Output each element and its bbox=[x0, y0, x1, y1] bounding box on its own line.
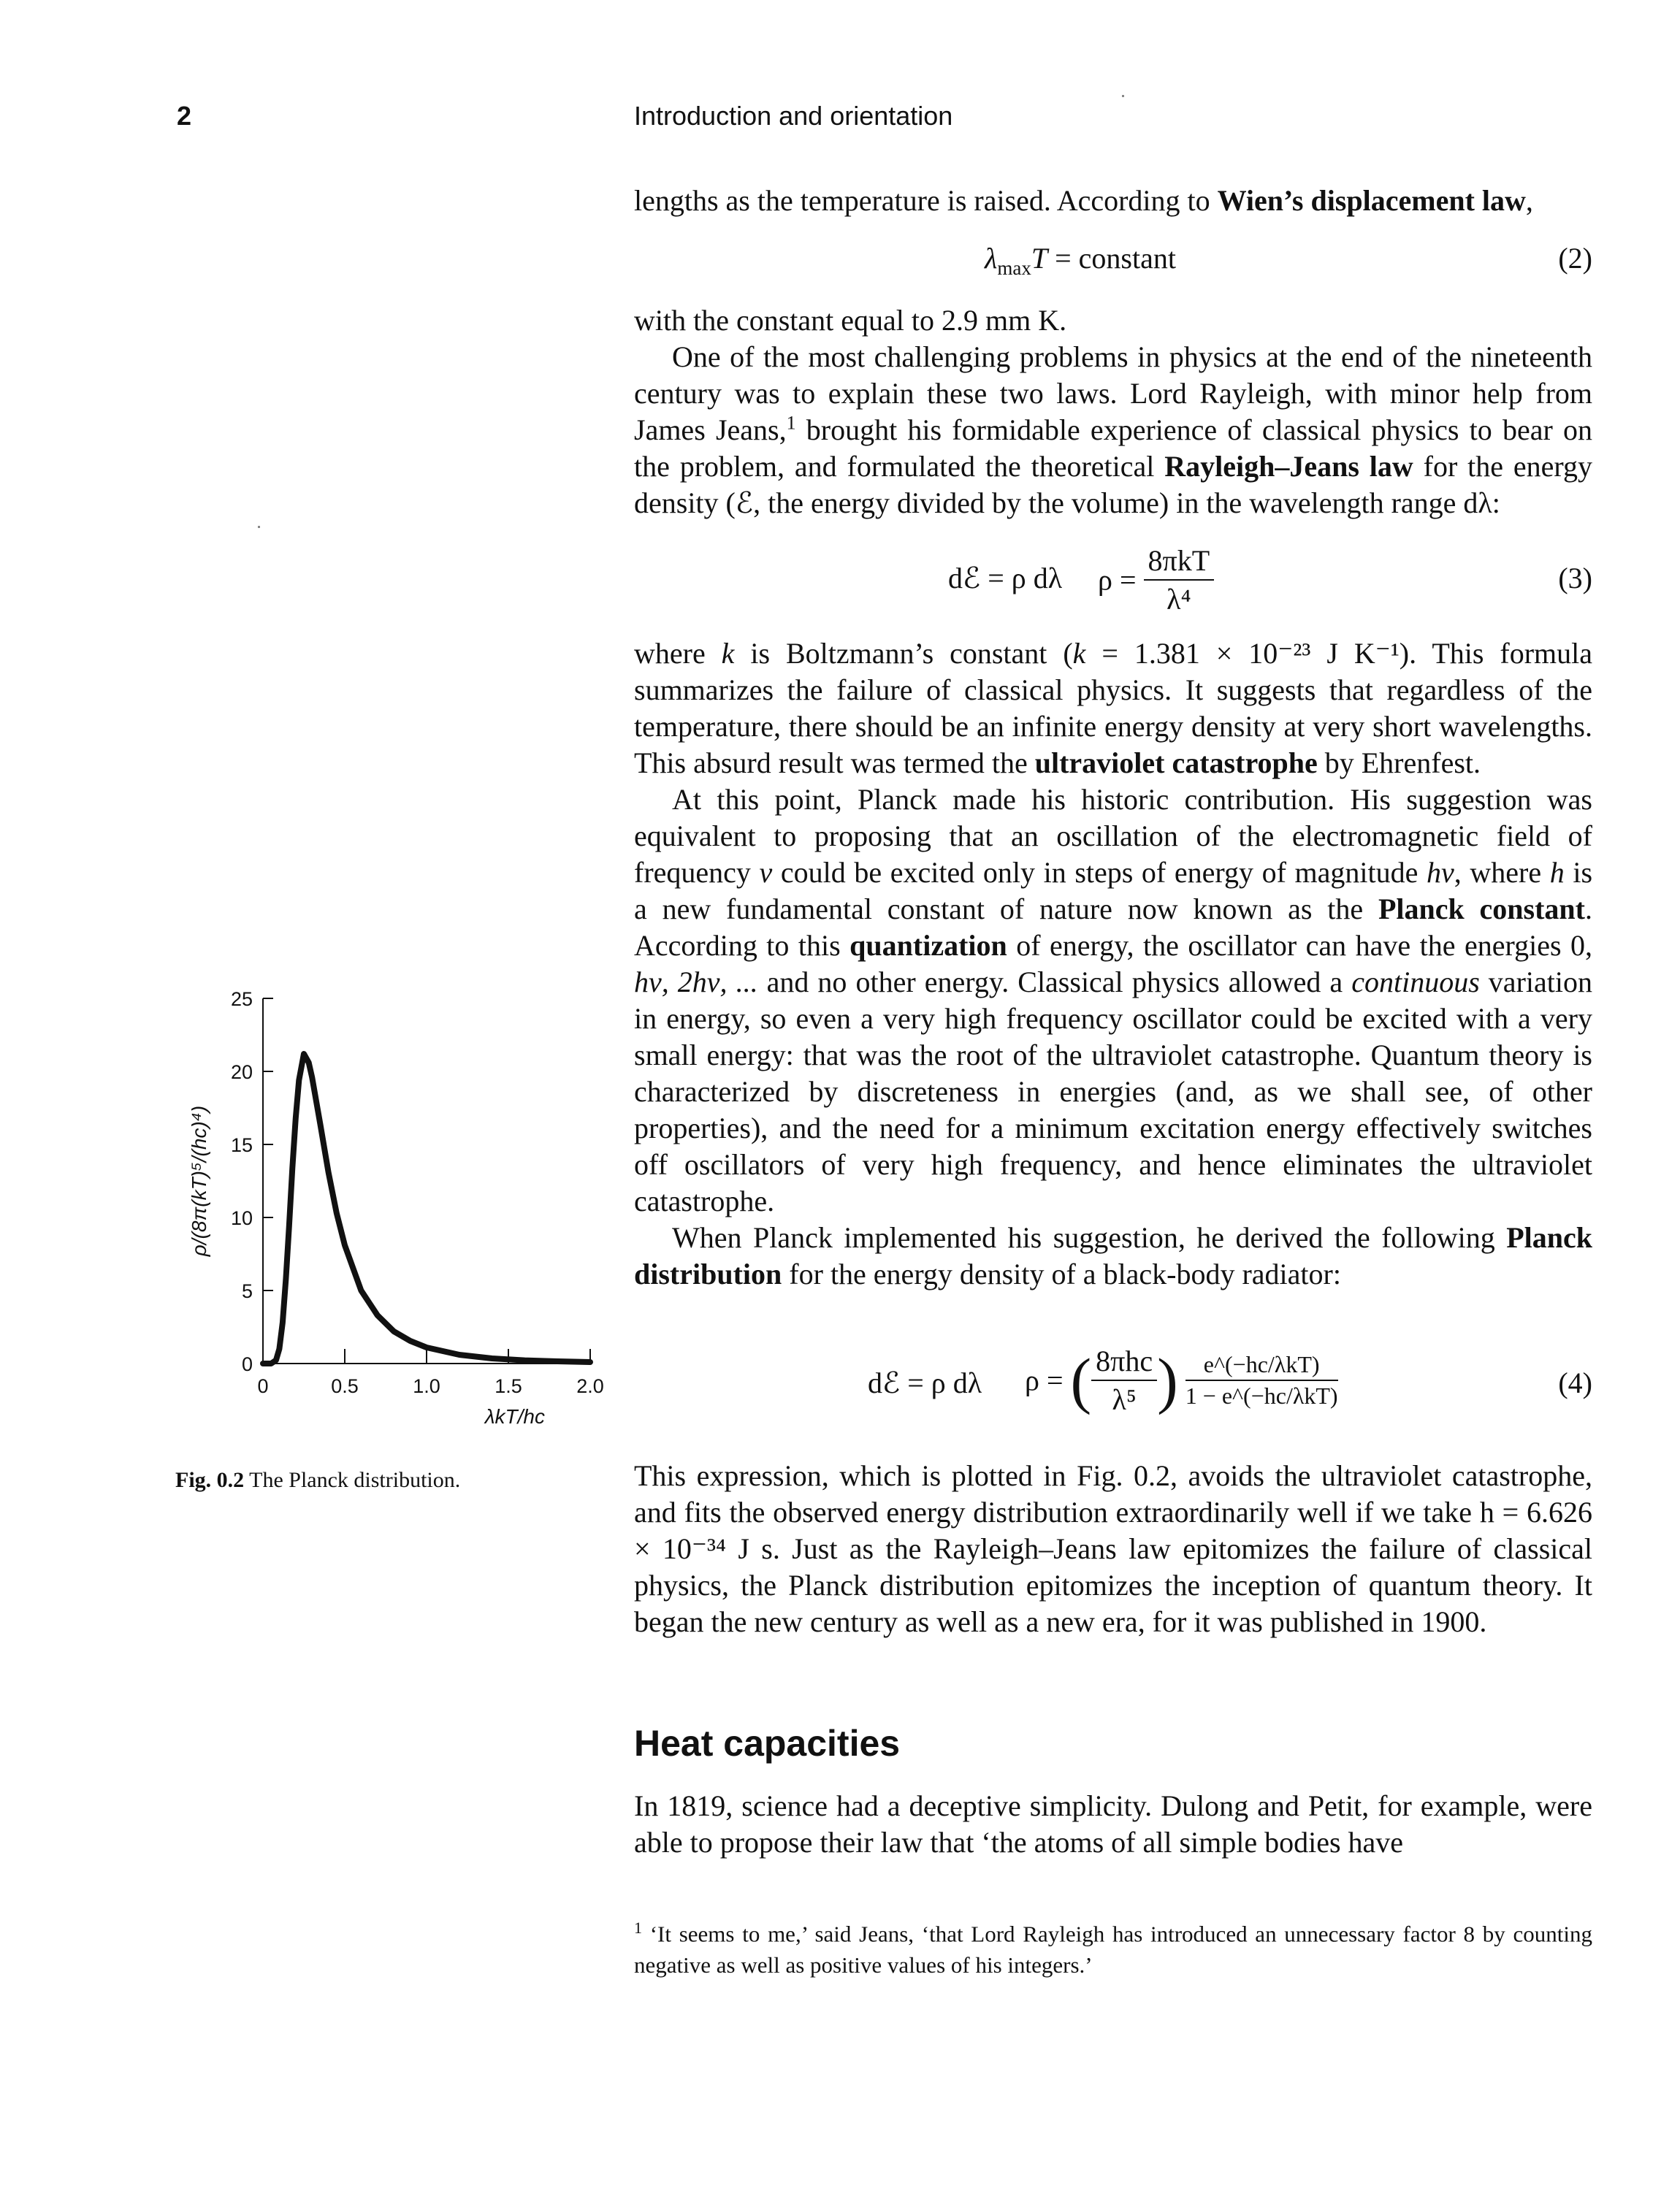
equation-3-number: (3) bbox=[1558, 562, 1592, 594]
section-heading: Heat capacities bbox=[634, 1723, 901, 1764]
equation-2: $\lambda_{max}T$ = constant (2) bbox=[985, 242, 1592, 279]
figure-caption: Fig. 0.2 The Planck distribution. bbox=[175, 1468, 461, 1492]
paragraph-wien-intro: lengths as the temperature is raised. According to Wien’s displacement law, bbox=[634, 184, 1533, 217]
x-tick-label: 0.5 bbox=[331, 1375, 359, 1397]
term-wien-law: Wien’s displacement law bbox=[1217, 184, 1526, 217]
y-tick-label: 20 bbox=[230, 1061, 253, 1083]
x-axis-label: λkT/hc bbox=[484, 1405, 545, 1428]
term-planck-constant: Planck constant bbox=[1378, 892, 1585, 925]
equation-2-number: (2) bbox=[1558, 242, 1592, 275]
y-tick-label: 0 bbox=[241, 1353, 253, 1375]
page-number: 2 bbox=[177, 101, 192, 131]
paragraph-planck: where k is Boltzmann’s constant (k = 1.381 × 10⁻²³ J K⁻¹). This formula summarizes the failure of classical physics. It suggests that regardless of the temperature, there should be an infinite energy density at very short wavelengths. This absurd result was termed the ultraviolet catastrophe by Ehrenfest. At this point, Planck made his historic contribution. His suggestion was equivalent to proposing that an oscillation of the electromagnetic field of frequency ν could be excited only in steps of energy of magnitude hν, where h is a new fundamental constant of nature now known as the Planck constant. According to this quantization of energy, the oscillator can have the energies 0, hν, 2hν, ... and no other energy. Classical physics allowed a continuous variation in energy, so even a very high frequency oscillator could be excited with a very small energy: that was the root of the ultraviolet catastrophe. Quantum theory is characterized by discreteness in energies (and, as we shall see, of other properties), and the need for a minimum excitation energy effectively switches off oscillators of very high frequency, and hence eliminates the ultraviolet catastrophe. When Planck implemented his suggestion, he derived the following Planck distribution for the energy density of a black-body radiator: bbox=[634, 637, 1593, 1290]
y-tick-label: 15 bbox=[230, 1134, 253, 1156]
paragraph-rayleigh: with the constant equal to 2.9 mm K. One of the most challenging problems in physics at the end of the nineteenth century was to explain these two laws. Lord Rayleigh, with minor help from James Jeans,$^1$ brought his formidable experience of classical physics to bear on the problem, and formulated the theoretical Rayleigh–Jeans law for the energy density (ℰ, the energy divided by the volume) in the wavelength range dλ: bbox=[634, 304, 1592, 519]
x-tick-label: 1.0 bbox=[413, 1375, 440, 1397]
footnote: $^1$ ‘It seems to me,’ said Jeans, ‘that Lord Rayleigh has introduced an unnecessary factor 8 by counting negative as well as positive values of his integers.’ bbox=[634, 1919, 1592, 1978]
planck-curve bbox=[263, 1054, 590, 1364]
term-ultraviolet-catastrophe: ultraviolet catastrophe bbox=[1034, 746, 1318, 779]
term-rayleigh-jeans: Rayleigh–Jeans law bbox=[1164, 450, 1413, 483]
y-tick-label: 5 bbox=[241, 1280, 253, 1302]
running-title: Introduction and orientation bbox=[634, 101, 953, 131]
x-tick-label: 0 bbox=[257, 1375, 269, 1397]
planck-chart bbox=[175, 847, 628, 1446]
equation-4-number: (4) bbox=[1558, 1366, 1592, 1399]
term-quantization: quantization bbox=[849, 929, 1007, 962]
equation-4: dℰ = ρ dλ ρ = ( $\frac{\text{8πhc}}{\text{λ⁵}}$ ) $\frac{\text{e\textasciicircum{}(−hc/λkT)}}{\text{1 − e\textasciicircum{}(−hc/λkT)}}$ (4) bbox=[868, 1345, 1592, 1416]
x-tick-label: 2.0 bbox=[576, 1375, 604, 1397]
paragraph-conclusion: This expression, which is plotted in Fig. 0.2, avoids the ultraviolet catastrophe, and fits the observed energy distribution extraordinarily well if we take h = 6.626 × 10⁻³⁴ J s. Just as the Rayleigh–Jeans law epitomizes the failure of classical physics, the Planck distribution epitomizes the inception of quantum theory. It began the new century as well as a new era, for it was published in 1900. bbox=[634, 1459, 1592, 1638]
paragraph-heat-capacities: In 1819, science had a deceptive simplicity. Dulong and Petit, for example, were able to propose their law that ‘the atoms of all simple bodies have bbox=[634, 1789, 1592, 1859]
term-planck-distribution: Planck distribution bbox=[634, 1221, 1592, 1290]
y-tick-label: 10 bbox=[230, 1207, 253, 1229]
y-tick-label: 25 bbox=[230, 988, 253, 1010]
footnote-marker: 1 bbox=[786, 412, 796, 434]
x-tick-label: 1.5 bbox=[495, 1375, 522, 1397]
header-dot bbox=[1122, 95, 1124, 97]
equation-3: dℰ = ρ dλ ρ = $\frac{\text{8πkT}}{\text{λ⁴}}$ (3) bbox=[948, 544, 1592, 616]
margin-dot bbox=[258, 526, 260, 528]
y-axis-label: ρ/(8π(kT)⁵/(hc)⁴) bbox=[188, 1105, 210, 1257]
